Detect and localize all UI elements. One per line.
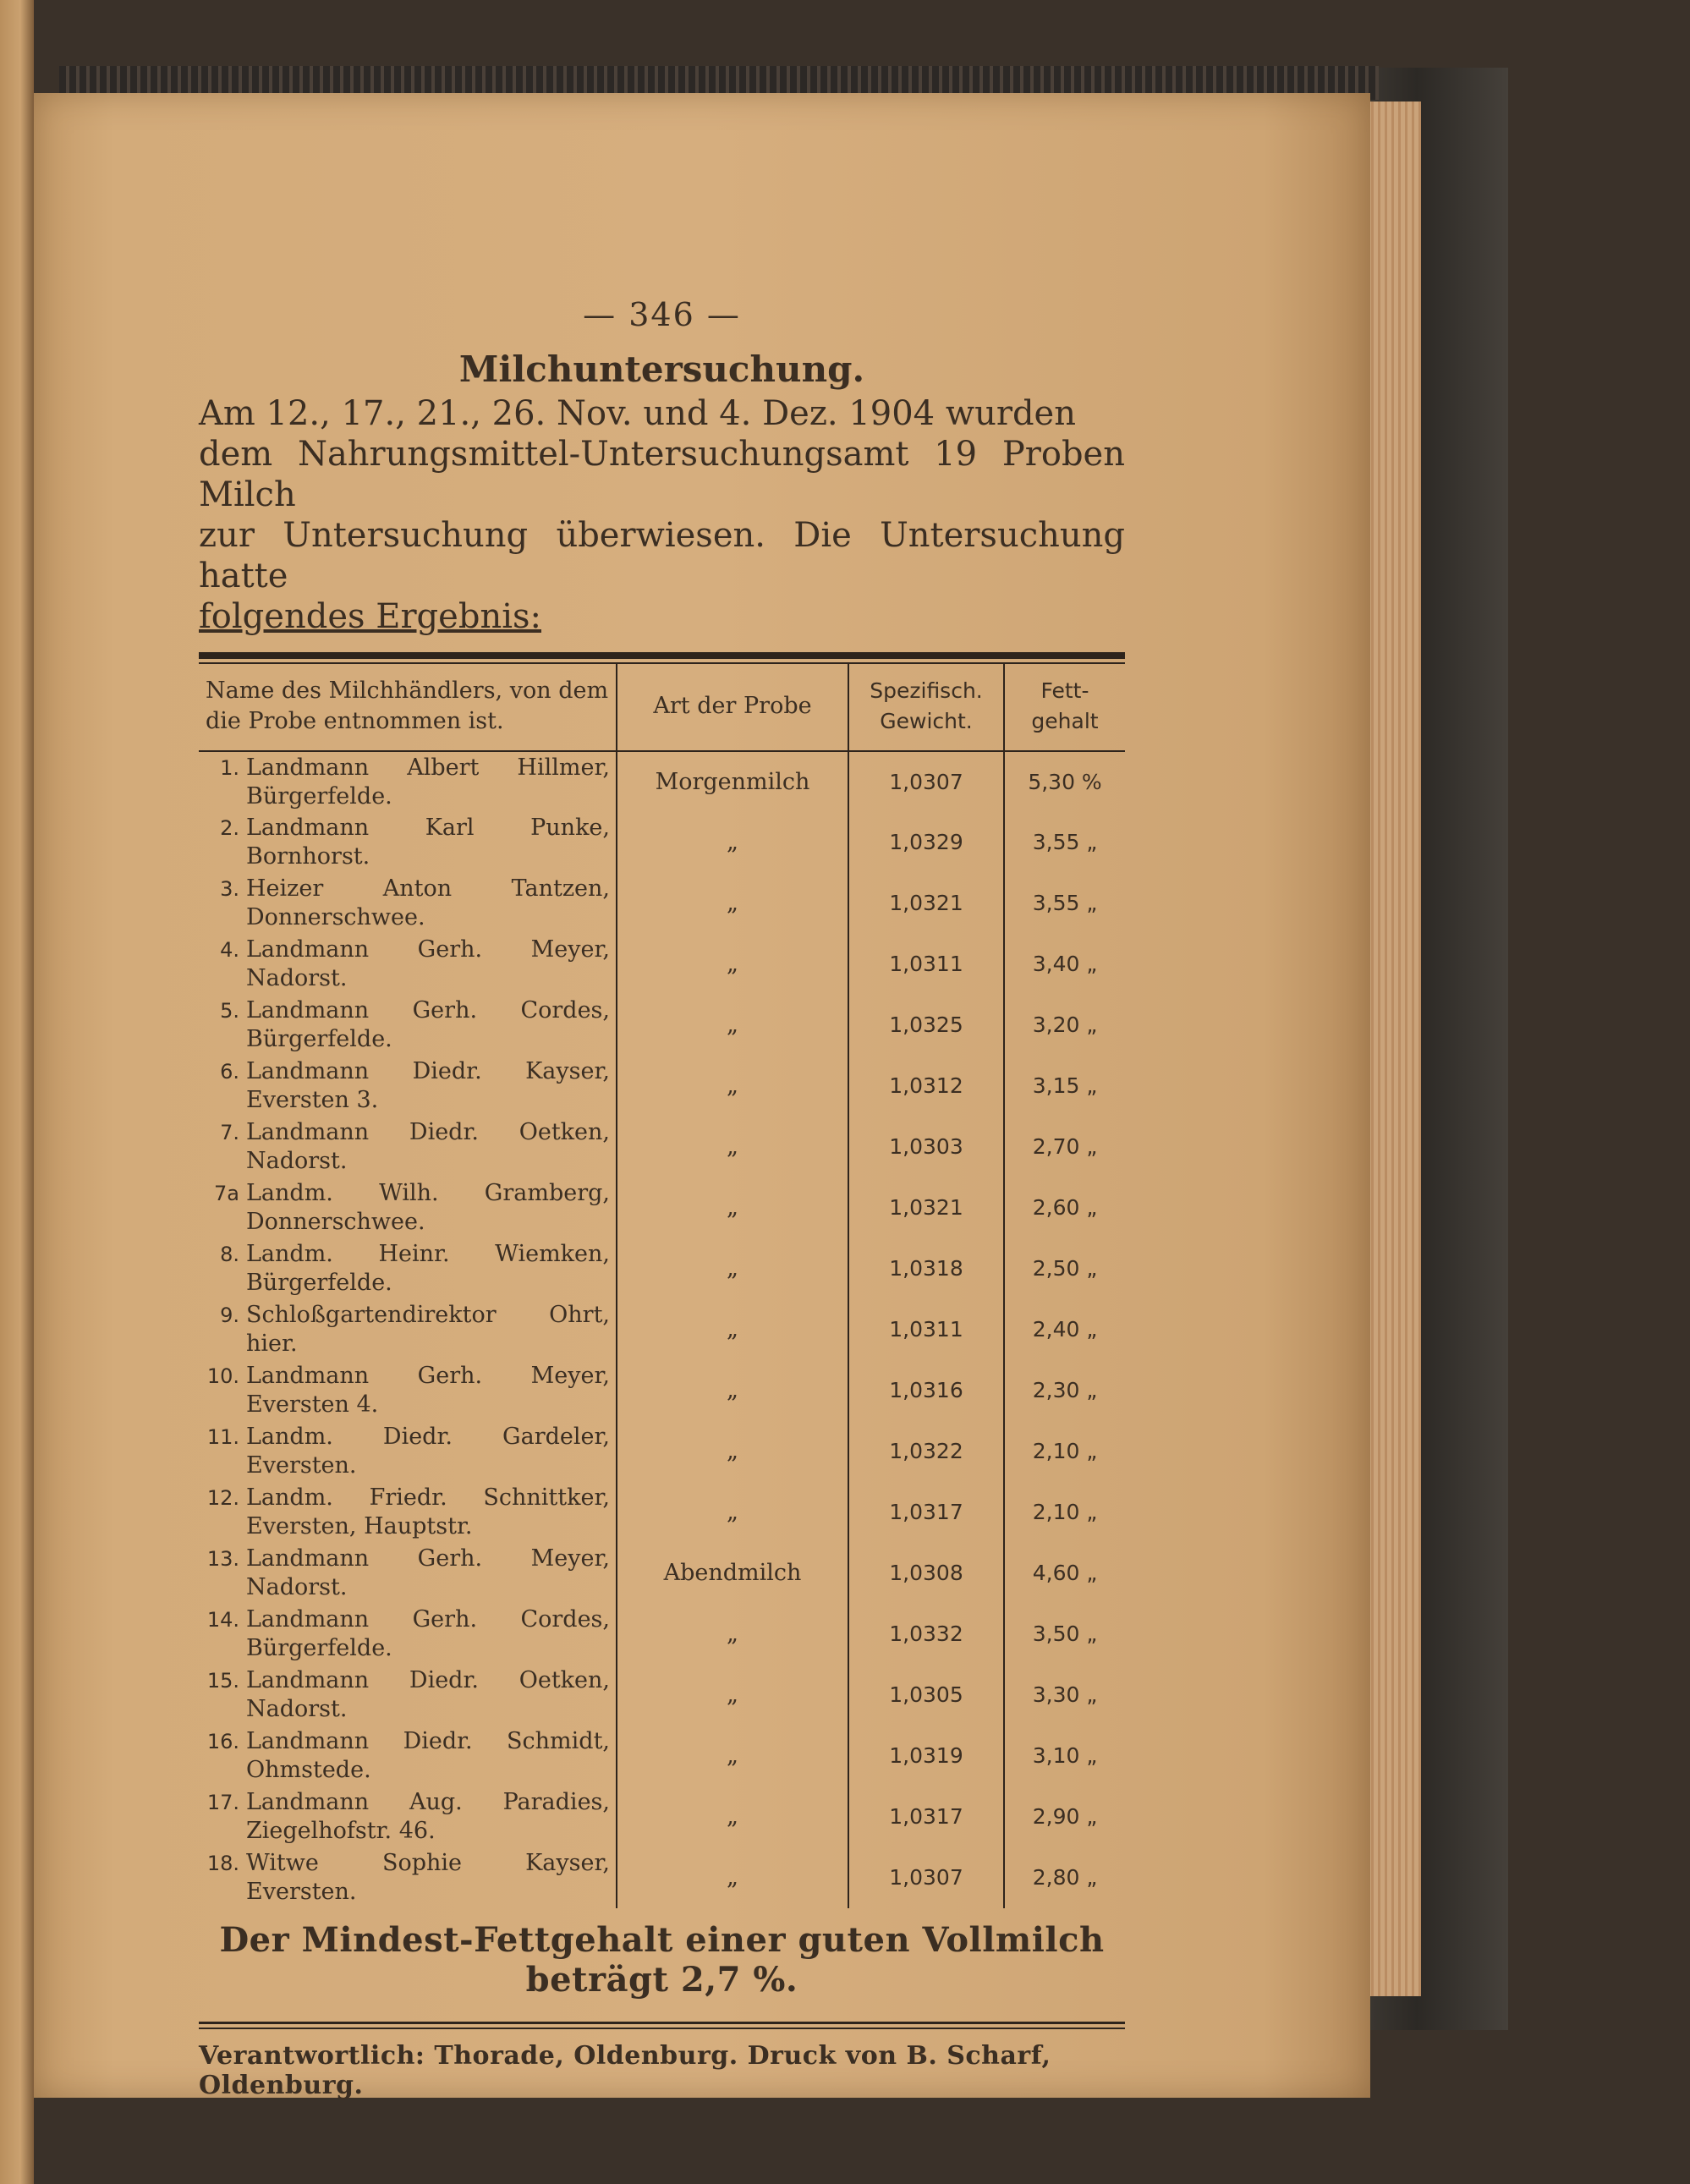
page-content [199,296,1125,2100]
cell-name [199,1726,617,1786]
cell-gewicht: 1,0318 [848,1238,1004,1299]
row-number: 15. [206,1669,239,1693]
cell-name [199,1543,617,1604]
cell-gewicht: 1,0305 [848,1665,1004,1726]
table-row [199,934,1125,995]
dealer-name: Landmann Gerh. Cordes, Bürgerfelde. [246,997,610,1052]
table-row [199,1177,1125,1238]
cell-fett: 5,30 % [1004,751,1125,812]
table-row [199,1665,1125,1726]
row-number: 7. [220,1121,239,1144]
cell-fett: 3,30 „ [1004,1665,1125,1726]
row-number: 5. [220,999,239,1023]
milk-results-table [199,664,1125,1908]
cell-fett: 2,10 „ [1004,1421,1125,1482]
cell-gewicht: 1,0316 [848,1360,1004,1421]
cell-art: „ [617,1604,848,1665]
cell-fett: 2,80 „ [1004,1847,1125,1908]
dealer-name: Landmann Diedr. Oetken, Nadorst. [246,1119,610,1174]
cell-gewicht: 1,0311 [848,1299,1004,1360]
minimum-fat-note: Der Mindest-Fettgehalt einer guten Vollmilch beträgt 2,7 %. [219,1920,1105,2000]
row-number: 14. [206,1608,239,1632]
intro-line-4: folgendes Ergebnis: [199,597,541,636]
table-row [199,1726,1125,1786]
dealer-name: Landmann Karl Punke, Bornhorst. [246,815,610,870]
table-row [199,1482,1125,1543]
cell-gewicht: 1,0321 [848,1177,1004,1238]
cell-gewicht: 1,0322 [848,1421,1004,1482]
table-top-rule [199,652,1125,659]
cell-name [199,1847,617,1908]
cell-art: „ [617,873,848,934]
cell-gewicht: 1,0308 [848,1543,1004,1604]
cell-art: „ [617,1726,848,1786]
cell-fett: 3,50 „ [1004,1604,1125,1665]
cell-art: Morgenmilch [617,751,848,812]
imprint-rule-thin [199,2028,1125,2029]
cell-art: „ [617,1056,848,1117]
cell-art: Abendmilch [617,1543,848,1604]
dealer-name: Landmann Diedr. Kayser, Eversten 3. [246,1058,610,1113]
cell-fett: 2,10 „ [1004,1482,1125,1543]
cell-gewicht: 1,0325 [848,995,1004,1056]
cell-fett: 3,20 „ [1004,995,1125,1056]
cell-gewicht: 1,0307 [848,1847,1004,1908]
imprint-editor: Thorade, Oldenburg. [434,2041,738,2071]
cell-fett: 3,40 „ [1004,934,1125,995]
table-row [199,1056,1125,1117]
cell-name [199,1056,617,1117]
table-row [199,751,1125,812]
cell-name [199,1238,617,1299]
dealer-name: Witwe Sophie Kayser, Eversten. [246,1850,610,1905]
cell-art: „ [617,812,848,873]
book-page [34,93,1370,2098]
dealer-name: Landmann Diedr. Oetken, Nadorst. [246,1667,610,1722]
cell-gewicht: 1,0317 [848,1786,1004,1847]
cell-name [199,1360,617,1421]
row-number: 1. [220,755,239,780]
cell-gewicht: 1,0321 [848,873,1004,934]
row-number: 13. [206,1547,239,1571]
cell-name [199,751,617,812]
cell-fett: 2,60 „ [1004,1177,1125,1238]
cell-fett: 2,90 „ [1004,1786,1125,1847]
cell-art: „ [617,1665,848,1726]
cell-art: „ [617,1177,848,1238]
cell-name [199,1117,617,1177]
cell-name [199,934,617,995]
dealer-name: Landm. Diedr. Gardeler, Eversten. [246,1424,610,1479]
header-fett: Fett-gehalt [1004,664,1125,751]
cell-gewicht: 1,0311 [848,934,1004,995]
imprint-label: Verantwortlich: [199,2041,425,2071]
dealer-name: Heizer Anton Tantzen, Donnerschwee. [246,875,610,930]
cell-art: „ [617,995,848,1056]
dealer-name: Landmann Gerh. Meyer, Nadorst. [246,1545,610,1600]
row-number: 12. [206,1486,239,1510]
row-number: 4. [220,938,239,962]
row-number: 11. [206,1425,239,1449]
cell-art: „ [617,1117,848,1177]
dealer-name: Landmann Aug. Paradies, Ziegelhofstr. 46. [246,1789,610,1844]
cell-fett: 3,10 „ [1004,1726,1125,1786]
row-number: 10. [206,1364,239,1388]
intro-line-2: dem Nahrungsmittel-Untersuchungsamt 19 Proben Milch [199,435,1125,514]
table-row [199,1786,1125,1847]
cell-name [199,1177,617,1238]
page-title: Milchuntersuchung. [458,348,865,390]
cell-fett: 4,60 „ [1004,1543,1125,1604]
table-row [199,1604,1125,1665]
table-row [199,1847,1125,1908]
table-row [199,873,1125,934]
cell-fett: 3,55 „ [1004,812,1125,873]
cell-fett: 2,40 „ [1004,1299,1125,1360]
cell-fett: 2,50 „ [1004,1238,1125,1299]
cell-name [199,812,617,873]
left-page-edge [0,0,34,2184]
table-row [199,1421,1125,1482]
dealer-name: Landmann Albert Hillmer, Bürgerfelde. [246,754,610,809]
cell-art: „ [617,1786,848,1847]
cell-art: „ [617,1238,848,1299]
dealer-name: Landmann Gerh. Cordes, Bürgerfelde. [246,1606,610,1661]
cell-name [199,873,617,934]
cell-art: „ [617,934,848,995]
row-number: 18. [206,1852,239,1875]
row-number: 7a [214,1182,239,1205]
row-number: 17. [206,1791,239,1814]
cell-gewicht: 1,0317 [848,1482,1004,1543]
cell-fett: 2,30 „ [1004,1360,1125,1421]
table-row [199,1360,1125,1421]
dealer-name: Landmann Diedr. Schmidt, Ohmstede. [246,1728,610,1783]
cell-name [199,1786,617,1847]
row-number: 2. [220,816,239,840]
imprint-printer: Druck von B. Scharf, Oldenburg. [199,2041,1051,2100]
cell-art: „ [617,1847,848,1908]
table-row [199,1543,1125,1604]
cell-gewicht: 1,0312 [848,1056,1004,1117]
cell-fett: 2,70 „ [1004,1117,1125,1177]
row-number: 8. [220,1243,239,1266]
cell-name [199,1482,617,1543]
cell-name [199,995,617,1056]
cell-fett: 3,55 „ [1004,873,1125,934]
table-row [199,995,1125,1056]
cell-name [199,1604,617,1665]
cell-gewicht: 1,0329 [848,812,1004,873]
dealer-name: Landmann Gerh. Meyer, Eversten 4. [246,1363,610,1418]
intro-line-3: zur Untersuchung überwiesen. Die Untersuchung hatte [199,516,1125,595]
row-number: 6. [220,1060,239,1084]
table-row [199,1299,1125,1360]
row-number: 9. [220,1303,239,1327]
cell-art: „ [617,1299,848,1360]
cell-gewicht: 1,0319 [848,1726,1004,1786]
table-row [199,1238,1125,1299]
cell-art: „ [617,1421,848,1482]
cell-gewicht: 1,0303 [848,1117,1004,1177]
dealer-name: Schloßgartendirektor Ohrt, hier. [246,1302,610,1357]
dealer-name: Landm. Wilh. Gramberg, Donnerschwee. [246,1180,610,1235]
cell-name [199,1665,617,1726]
table-row [199,1117,1125,1177]
dealer-name: Landmann Gerh. Meyer, Nadorst. [246,936,610,991]
cell-gewicht: 1,0332 [848,1604,1004,1665]
cell-art: „ [617,1360,848,1421]
header-gewicht: Spezifisch. Gewicht. [848,664,1004,751]
header-name: Name des Milchhändlers, von dem die Probe entnommen ist. [206,678,609,734]
row-number: 3. [220,877,239,901]
intro-line-1: Am 12., 17., 21., 26. Nov. und 4. Dez. 1904 wurden [199,394,1076,433]
dealer-name: Landm. Heinr. Wiemken, Bürgerfelde. [246,1241,610,1296]
header-art: Art der Probe [617,664,848,751]
imprint [199,2041,1125,2100]
cell-fett: 3,15 „ [1004,1056,1125,1117]
dealer-name: Landm. Friedr. Schnittker, Eversten, Hauptstr. [246,1484,610,1539]
cell-gewicht: 1,0307 [848,751,1004,812]
imprint-rule [199,2022,1125,2024]
page-number: — 346 — [583,296,741,333]
row-number: 16. [206,1730,239,1753]
table-row [199,812,1125,873]
cell-art: „ [617,1482,848,1543]
cell-name [199,1299,617,1360]
cell-name [199,1421,617,1482]
